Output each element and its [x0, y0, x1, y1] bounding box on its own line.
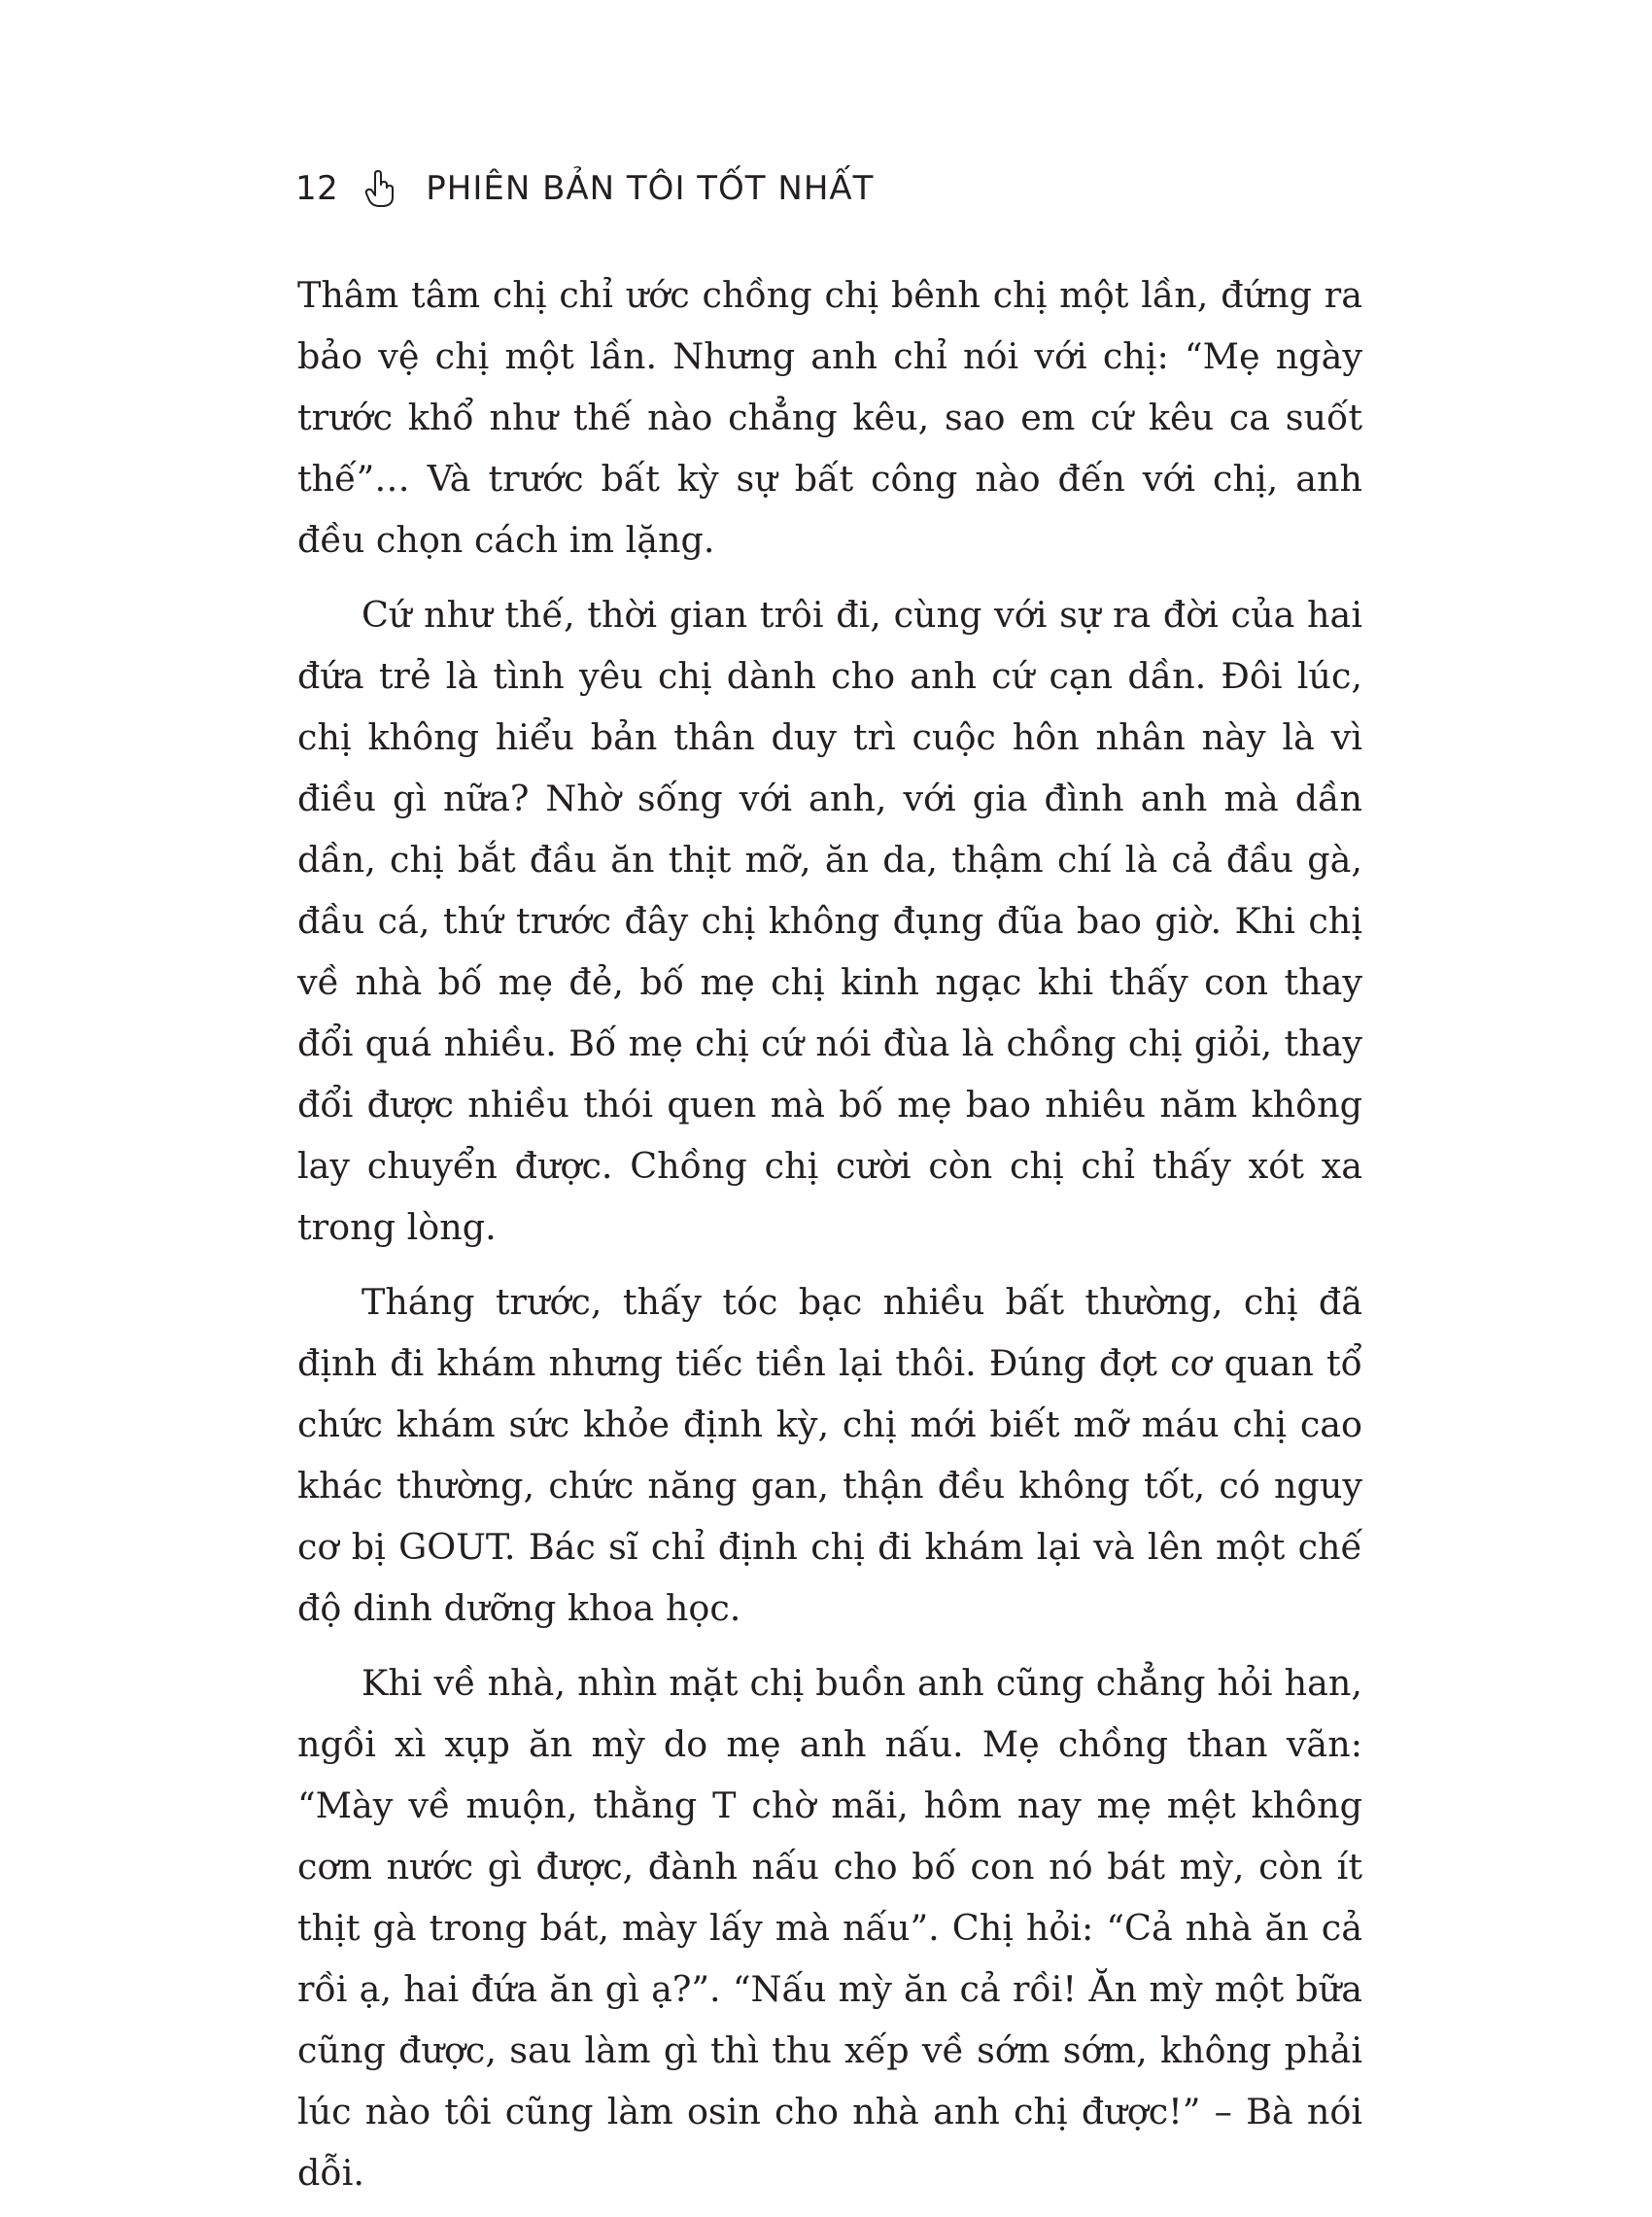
running-head: [295, 163, 874, 214]
hand-pointing-up-icon: [363, 169, 396, 208]
paragraph-4: Khi về nhà, nhìn mặt chị buồn anh cũng chẳng hỏi han, ngồi xì xụp ăn mỳ do mẹ anh nấu. Mẹ chồng than vãn: “Mày về muộn, thằng T chờ mãi, hôm nay mẹ mệt không cơm nước gì được, đành nấu cho bố con nó bát mỳ, còn ít thịt gà trong bát, mày lấy mà nấu”. Chị hỏi: “Cả nhà ăn cả rồi ạ, hai đứa ăn gì ạ?”. “Nấu mỳ ăn cả rồi! Ăn mỳ một bữa cũng được, sau làm gì thì thu xếp về sớm sớm, không phải lúc nào tôi cũng làm osin cho nhà anh chị được!” – Bà nói dỗi.: [297, 1662, 1362, 2194]
paragraph-1: Thâm tâm chị chỉ ước chồng chị bênh chị một lần, đứng ra bảo vệ chị một lần. Nhưng anh chỉ nói với chị: “Mẹ ngày trước khổ như thế nào chẳng kêu, sao em cứ kêu ca suốt thế”… Và trước bất kỳ sự bất công nào đến với chị, anh đều chọn cách im lặng.: [297, 274, 1362, 561]
page-number: 12: [295, 169, 339, 208]
body-text: [297, 264, 1362, 2217]
paragraph-3: Tháng trước, thấy tóc bạc nhiều bất thường, chị đã định đi khám nhưng tiếc tiền lại thôi. Đúng đợt cơ quan tổ chức khám sức khỏe định kỳ, chị mới biết mỡ máu chị cao khác thường, chức năng gan, thận đều không tốt, có nguy cơ bị GOUT. Bác sĩ chỉ định chị đi khám lại và lên một chế độ dinh dưỡng khoa học.: [297, 1281, 1362, 1629]
paragraph-2: Cứ như thế, thời gian trôi đi, cùng với sự ra đời của hai đứa trẻ là tình yêu chị dành cho anh cứ cạn dần. Đôi lúc, chị không hiểu bản thân duy trì cuộc hôn nhân này là vì điều gì nữa? Nhờ sống với anh, với gia đình anh mà dần dần, chị bắt đầu ăn thịt mỡ, ăn da, thậm chí là cả đầu gà, đầu cá, thứ trước đây chị không đụng đũa bao giờ. Khi chị về nhà bố mẹ đẻ, bố mẹ chị kinh ngạc khi thấy con thay đổi quá nhiều. Bố mẹ chị cứ nói đùa là chồng chị giỏi, thay đổi được nhiều thói quen mà bố mẹ bao nhiêu năm không lay chuyển được. Chồng chị cười còn chị chỉ thấy xót xa trong lòng.: [297, 594, 1362, 1248]
book-title: PHIÊN BẢN TÔI TỐT NHẤT: [426, 169, 875, 208]
